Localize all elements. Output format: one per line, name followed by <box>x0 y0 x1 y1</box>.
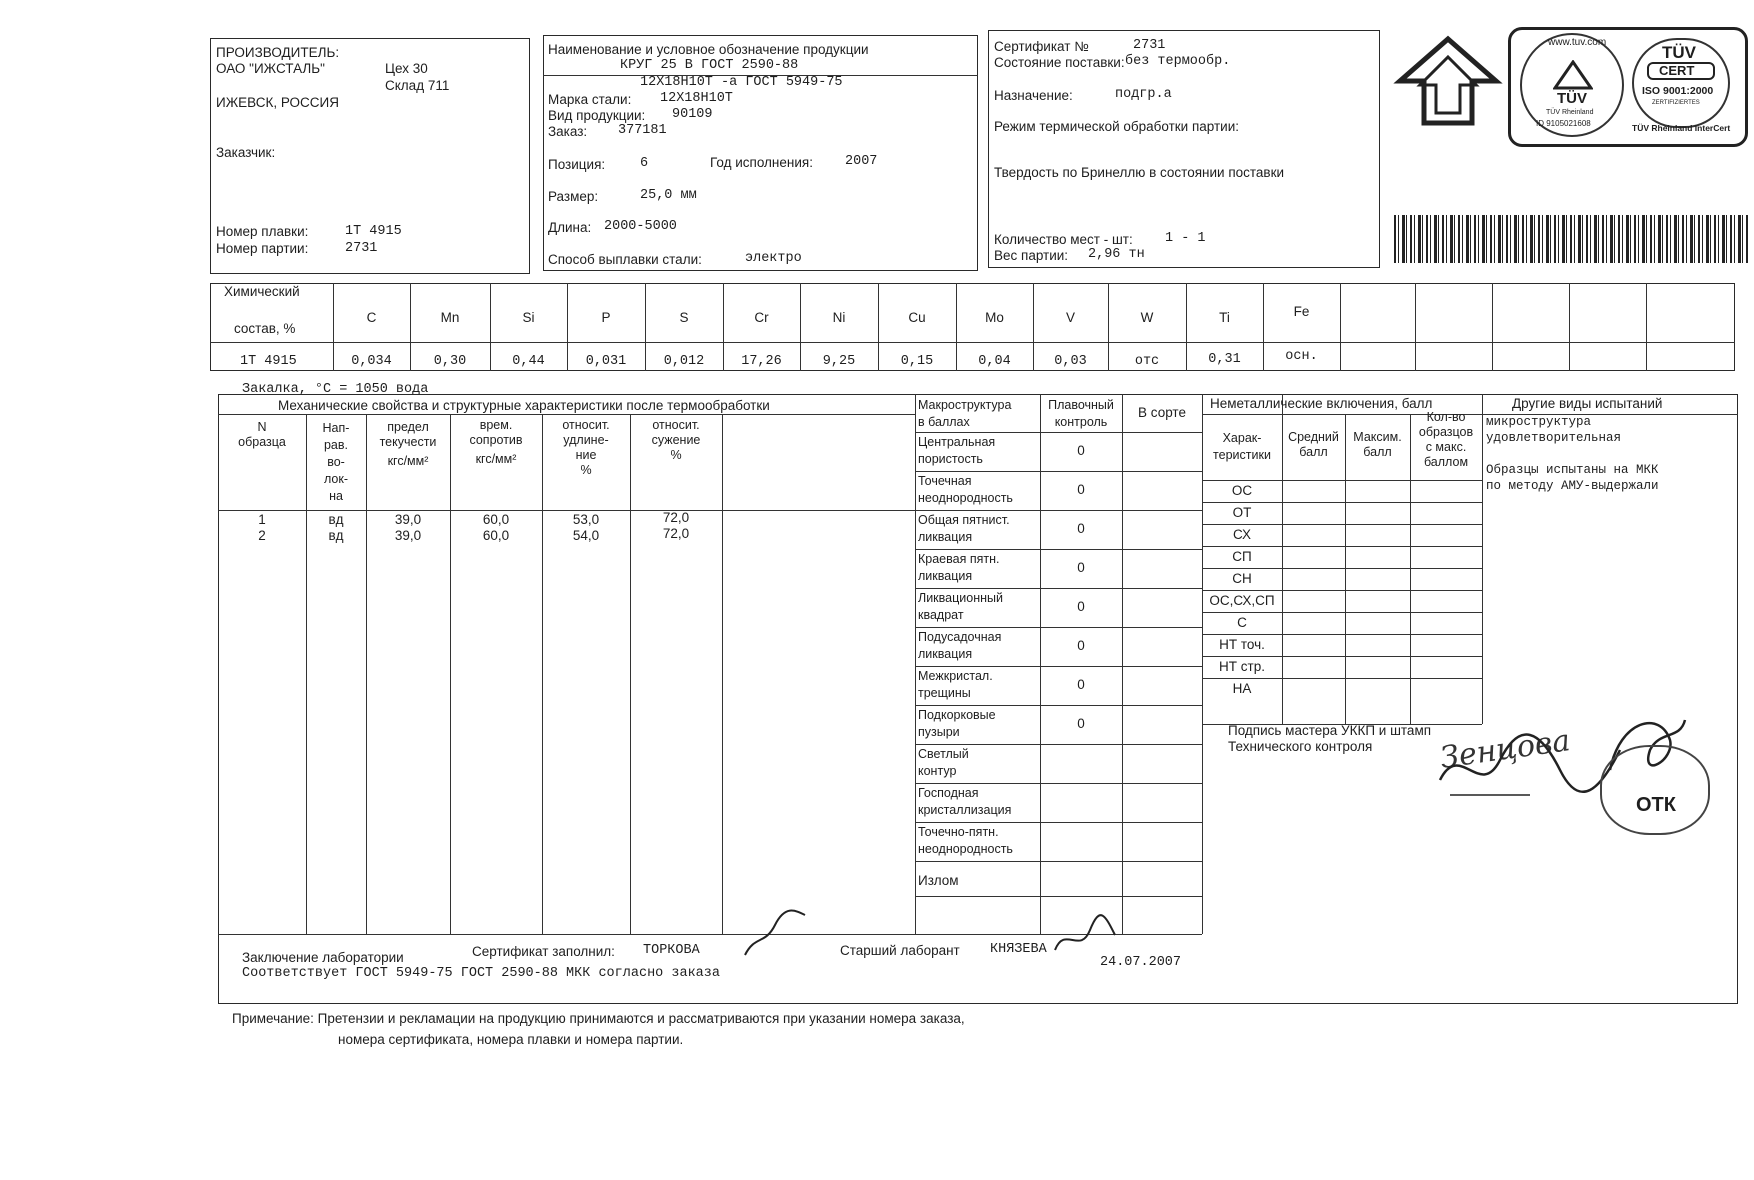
chem-header1: Химический <box>224 284 300 299</box>
cert-tuv-text: TÜV <box>1662 43 1696 62</box>
chem-el-S: S <box>679 310 689 325</box>
macro-row-label: Центральная пористость <box>918 435 996 466</box>
note-line2: номера сертификата, номера плавки и номера партии. <box>338 1032 684 1047</box>
heat-mode-label: Режим термической обработки партии: <box>994 119 1240 134</box>
inclusion-row-label: ОС <box>1231 483 1253 498</box>
lab-signature <box>1050 905 1120 965</box>
warehouse: Склад 711 <box>385 78 450 93</box>
inclusions-col-cnt: Кол-во образцов с макс. баллом <box>1418 410 1474 469</box>
macro-melt-ctrl: Плавочный контроль <box>1048 398 1114 429</box>
places-label: Количество мест - шт: <box>994 232 1133 247</box>
mech-col-elong: относит. удлине- ние % <box>562 418 610 477</box>
inclusion-row-label: ОС,СХ,СП <box>1209 593 1275 608</box>
macro-row-label: Светлый контур <box>918 747 969 778</box>
melting: электро <box>745 251 802 266</box>
length: 2000-5000 <box>604 219 677 234</box>
lab-label: Старший лаборант <box>840 943 960 958</box>
chem-el-Cr: Cr <box>754 310 769 325</box>
batch-number: 2731 <box>345 241 378 256</box>
chem-val-Si: 0,44 <box>512 354 545 369</box>
macro-row-value: 0 <box>1077 443 1085 458</box>
chem-val-Cr: 17,26 <box>741 354 782 369</box>
chem-melt: 1Т 4915 <box>240 354 297 369</box>
mech-row1-red: 72,0 <box>662 510 690 525</box>
mech-col-yield: предел текучести кгс/мм² <box>379 420 437 468</box>
mech-row1-tensile: 60,0 <box>482 512 510 527</box>
barcode <box>1394 215 1750 263</box>
macro-row-value: 0 <box>1077 638 1085 653</box>
inclusion-row-label: С <box>1237 615 1247 630</box>
mech-row2-n: 2 <box>258 528 266 543</box>
mech-row1-yield: 39,0 <box>394 512 422 527</box>
chem-el-Ti: Ti <box>1219 310 1230 325</box>
tuv-text: TÜV <box>1557 90 1587 107</box>
tuv-id: ID 9105021608 <box>1536 119 1591 128</box>
macro-row-value: 0 <box>1077 482 1085 497</box>
tuv-small-text: TÜV Rheinland <box>1546 109 1594 116</box>
otk-stamp <box>1600 745 1710 835</box>
inclusion-row-label: СХ <box>1233 527 1251 542</box>
chem-val-C: 0,034 <box>351 354 392 369</box>
chem-el-P: P <box>601 310 611 325</box>
macro-row-label: Точечная неоднородность <box>918 474 1013 505</box>
filled-name: ТОРКОВА <box>643 943 700 958</box>
cert-number: 2731 <box>1133 38 1166 53</box>
places: 1 - 1 <box>1165 231 1206 246</box>
macro-row-value: 0 <box>1077 677 1085 692</box>
cert-number-label: Сертификат № <box>994 39 1089 54</box>
state: без термообр. <box>1125 54 1231 69</box>
note-line1: Примечание: Претензии и рекламации на продукцию принимаются и рассматриваются при указании номера заказа, <box>232 1011 965 1026</box>
macro-row-value: 0 <box>1077 599 1085 614</box>
otk-stamp-text: ОТК <box>1636 794 1676 816</box>
chem-val-Mo: 0,04 <box>978 354 1011 369</box>
chem-val-S: 0,012 <box>663 354 705 369</box>
macro-row-label: Межкристал. трещины <box>918 669 993 700</box>
intercert-text: TÜV Rheinland InterCert <box>1632 123 1731 133</box>
cert-text: CERT <box>1659 63 1695 78</box>
signature-line2: Технического контроля <box>1228 739 1373 754</box>
inclusions-title: Неметаллические включения, балл <box>1210 396 1433 411</box>
chem-el-Si: Si <box>522 310 535 325</box>
chem-val-Ni: 9,25 <box>822 354 856 369</box>
zert-text: ZERTIFIZIERTES <box>1652 100 1700 106</box>
macro-in-grade: В сорте <box>1138 405 1186 420</box>
mech-title: Механические свойства и структурные характеристики после термообработки <box>278 398 770 413</box>
melt-label: Номер плавки: <box>216 224 309 239</box>
other-line3: Образцы испытаны на МКК <box>1486 463 1659 477</box>
macro-fracture: Излом <box>918 873 959 888</box>
order: 377181 <box>618 123 667 138</box>
product-line2: 12Х18Н10Т -а ГОСТ 5949-75 <box>640 75 843 90</box>
inclusion-row-label: НА <box>1232 681 1252 696</box>
other-title: Другие виды испытаний <box>1512 396 1663 411</box>
quench: Закалка, °С = 1050 вода <box>242 382 429 397</box>
chem-header2: состав, % <box>234 321 296 336</box>
length-label: Длина: <box>548 220 592 235</box>
chem-el-Mo: Mo <box>985 310 1004 325</box>
shop: Цех 30 <box>385 61 428 76</box>
mech-col-n: N образца <box>238 420 286 449</box>
melting-label: Способ выплавки стали: <box>548 252 702 267</box>
mech-row1-elong: 53,0 <box>572 512 600 527</box>
macro-header: Макроструктура в баллах <box>918 398 1012 429</box>
chem-val-Cu: 0,15 <box>900 354 934 369</box>
other-line4: по методу АМУ-выдержали <box>1486 479 1659 493</box>
mech-col-red: относит. сужение % <box>651 418 701 462</box>
batch-label: Номер партии: <box>216 241 309 256</box>
conclusion-label: Заключение лаборатории <box>242 950 404 965</box>
inclusion-row-label: СН <box>1232 571 1252 586</box>
mech-row2-red: 72,0 <box>662 526 690 541</box>
purpose: подгр.а <box>1115 87 1172 102</box>
chem-el-Ni: Ni <box>832 310 846 325</box>
product-line1: КРУГ 25 В ГОСТ 2590-88 <box>620 58 799 73</box>
chem-el-Cu: Cu <box>908 310 926 325</box>
chem-val-P: 0,031 <box>585 354 627 369</box>
inclusions-col-char: Харак- теристики <box>1213 431 1271 462</box>
inclusion-row-label: НТ стр. <box>1219 659 1265 674</box>
conclusion-text: Соответствует ГОСТ 5949-75 ГОСТ 2590-88 МКК согласно заказа <box>242 966 720 981</box>
grade-label: Марка стали: <box>548 92 632 107</box>
mech-row2-tensile: 60,0 <box>482 528 510 543</box>
mech-row1-dir: вд <box>328 512 344 527</box>
chem-val-V: 0,03 <box>1054 354 1087 369</box>
chem-el-Mn: Mn <box>440 310 460 325</box>
macro-row-label: Ликвационный квадрат <box>918 591 1003 622</box>
customer-label: Заказчик: <box>216 145 276 160</box>
position-label: Позиция: <box>548 157 606 172</box>
date: 24.07.2007 <box>1100 955 1182 970</box>
chem-val-Mn: 0,30 <box>433 354 467 369</box>
chem-val-Fe: осн. <box>1285 349 1318 364</box>
inclusion-row-label: ОТ <box>1232 505 1252 520</box>
recycle-arrow-logo <box>1392 35 1504 127</box>
lab-name: КНЯЗЕВА <box>990 942 1047 957</box>
kind: 90109 <box>672 107 713 122</box>
melt-number: 1Т 4915 <box>345 224 402 239</box>
iso-text: ISO 9001:2000 <box>1642 85 1714 97</box>
mech-col-dir: Нап- рав. во- лок- на <box>322 421 350 503</box>
mech-row2-dir: вд <box>328 528 344 543</box>
kind-label: Вид продукции: <box>548 108 646 123</box>
other-line1: микроструктура <box>1486 415 1592 429</box>
size: 25,0 мм <box>640 188 697 203</box>
order-label: Заказ: <box>548 124 588 139</box>
mech-col-tensile: врем. сопротив кгс/мм² <box>469 418 523 466</box>
producer-name: ОАО "ИЖСТАЛЬ" <box>216 61 325 76</box>
chem-el-Fe: Fe <box>1293 304 1310 319</box>
filled-label: Сертификат заполнил: <box>472 944 615 959</box>
chem-el-W: W <box>1140 310 1154 325</box>
macro-row-value: 0 <box>1077 716 1085 731</box>
state-label: Состояние поставки: <box>994 55 1125 70</box>
macro-row-label: Господная кристаллизация <box>918 786 1012 817</box>
producer-city: ИЖЕВСК, РОССИЯ <box>216 95 340 110</box>
weight: 2,96 тн <box>1088 247 1145 262</box>
macro-row-label: Подусадочная ликвация <box>918 630 1002 661</box>
chem-el-V: V <box>1065 310 1075 325</box>
inclusions-col-max: Максим. балл <box>1353 430 1402 459</box>
purpose-label: Назначение: <box>994 88 1073 103</box>
chem-el-C: C <box>366 310 377 325</box>
mech-row2-elong: 54,0 <box>572 528 600 543</box>
signature-handwritten: Зенцова <box>1438 723 1573 776</box>
macro-row-label: Точечно-пятн. неоднородность <box>918 825 1013 856</box>
macro-row-label: Подкорковые пузыри <box>918 708 996 739</box>
tuv-ring-text: www.tuv.com <box>1548 37 1607 48</box>
chem-val-W: отс <box>1134 354 1160 369</box>
filled-signature <box>735 905 815 965</box>
macro-row-label: Краевая пятн. ликвация <box>918 552 1000 583</box>
grade: 12Х18Н10Т <box>660 91 733 106</box>
hardness-label: Твердость по Бринеллю в состоянии поставки <box>994 165 1285 180</box>
chem-val-Ti: 0,31 <box>1208 352 1241 367</box>
mech-row2-yield: 39,0 <box>394 528 422 543</box>
year: 2007 <box>845 154 878 169</box>
other-line2: удовлетворительная <box>1486 431 1622 445</box>
signature-line1: Подпись мастера УККП и штамп <box>1228 723 1432 738</box>
product-title: Наименование и условное обозначение продукции <box>548 42 869 57</box>
producer-label: ПРОИЗВОДИТЕЛЬ: <box>216 45 340 60</box>
mech-row1-n: 1 <box>258 512 266 527</box>
size-label: Размер: <box>548 189 599 204</box>
weight-label: Вес партии: <box>994 248 1069 263</box>
macro-row-value: 0 <box>1077 560 1085 575</box>
macro-row-label: Общая пятнист. ликвация <box>918 513 1010 544</box>
inclusion-row-label: СП <box>1232 549 1252 564</box>
inclusion-row-label: НТ точ. <box>1219 637 1265 652</box>
position: 6 <box>640 156 649 171</box>
inclusions-col-avg: Средний балл <box>1288 430 1339 459</box>
year-label: Год исполнения: <box>710 155 813 170</box>
macro-row-value: 0 <box>1077 521 1085 536</box>
tuv-triangle-icon <box>1553 60 1593 90</box>
